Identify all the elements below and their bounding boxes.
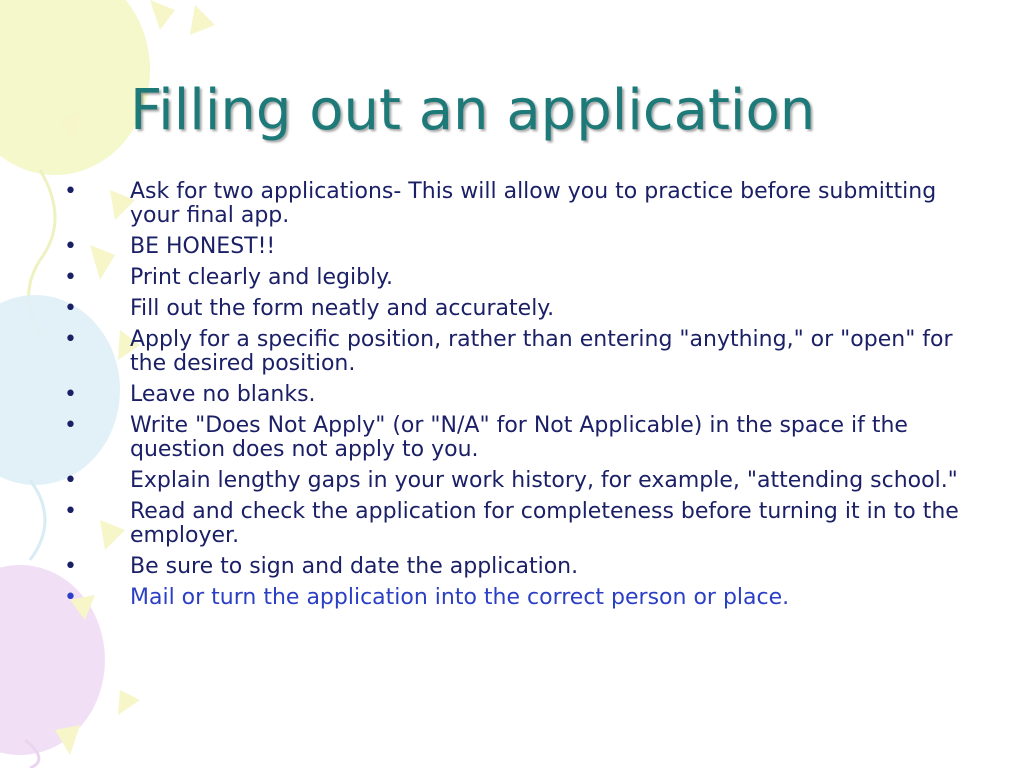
bullet-dot: • bbox=[64, 382, 77, 407]
bullet-dot: • bbox=[64, 413, 77, 438]
balloon-yellow bbox=[0, 0, 150, 175]
confetti-9 bbox=[118, 690, 140, 715]
bullet-text: Read and check the application for completeness before turning it in to the employer. bbox=[130, 499, 959, 548]
bullet-item bbox=[60, 469, 960, 493]
bullet-text: Print clearly and legibly. bbox=[130, 265, 394, 290]
bullet-list bbox=[60, 180, 960, 617]
bullet-text: Write "Does Not Apply" (or "N/A" for Not Applicable) in the space if the question does not apply to you. bbox=[130, 413, 908, 462]
bullet-text: Be sure to sign and date the application. bbox=[130, 554, 579, 579]
bullet-dot: • bbox=[64, 265, 77, 290]
bullet-text: BE HONEST!! bbox=[130, 234, 276, 259]
bullet-item bbox=[60, 500, 960, 548]
bullet-text: Explain lengthy gaps in your work history, for example, "attending school." bbox=[130, 468, 958, 493]
bullet-dot: • bbox=[64, 327, 77, 352]
bullet-item bbox=[60, 414, 960, 462]
bullet-item bbox=[60, 235, 960, 259]
bullet-item-highlighted bbox=[60, 586, 960, 610]
bullet-item bbox=[60, 555, 960, 579]
bullet-dot: • bbox=[64, 499, 77, 524]
bullet-dot: • bbox=[64, 296, 77, 321]
bullet-item bbox=[60, 328, 960, 376]
bullet-text: Leave no blanks. bbox=[130, 382, 316, 407]
bullet-dot: • bbox=[64, 554, 77, 579]
bullet-item bbox=[60, 383, 960, 407]
bullet-text: Ask for two applications- This will allow you to practice before submitting your final app. bbox=[130, 179, 937, 228]
confetti-2 bbox=[190, 5, 215, 35]
bullet-text: Apply for a specific position, rather than entering "anything," or "open" for the desired position. bbox=[130, 327, 953, 376]
bullet-dot: • bbox=[64, 585, 77, 610]
confetti-1 bbox=[150, 0, 175, 30]
bullet-item bbox=[60, 266, 960, 290]
bullet-item bbox=[60, 297, 960, 321]
bullet-text: Mail or turn the application into the correct person or place. bbox=[130, 585, 790, 610]
bullet-text: Fill out the form neatly and accurately. bbox=[130, 296, 555, 321]
balloon-blue-string bbox=[30, 480, 45, 560]
slide-title: Filling out an application bbox=[130, 78, 816, 143]
bullet-dot: • bbox=[64, 468, 77, 493]
bullet-dot: • bbox=[64, 234, 77, 259]
bullet-dot: • bbox=[64, 179, 77, 204]
bullet-item bbox=[60, 180, 960, 228]
